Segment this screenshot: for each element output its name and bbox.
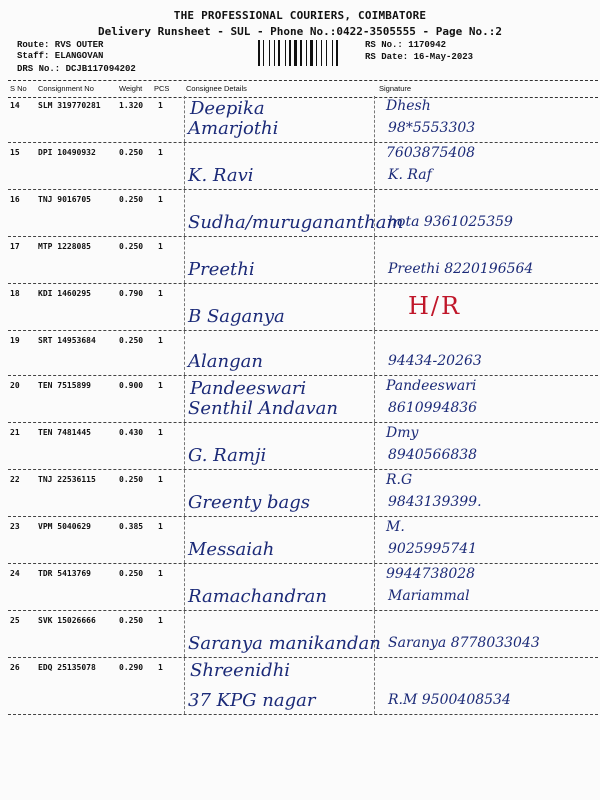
barcode-bar bbox=[261, 40, 262, 66]
row-consignment-no: MTP 1228085 bbox=[38, 242, 91, 251]
signature-line1: Dmy bbox=[386, 425, 419, 441]
row-weight: 0.430 bbox=[119, 428, 144, 437]
consignee-name-line2: 37 KPG nagar bbox=[188, 690, 316, 711]
row-weight: 0.385 bbox=[119, 522, 144, 531]
column-divider bbox=[184, 517, 185, 563]
barcode-bar bbox=[336, 40, 338, 66]
row-sno: 19 bbox=[10, 336, 20, 345]
barcode-bar bbox=[332, 40, 333, 66]
row-pcs: 1 bbox=[158, 101, 163, 110]
barcode-image bbox=[258, 40, 358, 66]
consignee-name-line2: Alangan bbox=[188, 351, 263, 372]
row-consignment-no: TNJ 9016705 bbox=[38, 195, 91, 204]
row-weight: 0.250 bbox=[119, 336, 144, 345]
barcode-bar bbox=[328, 40, 331, 66]
row-consignment-no: TDR 5413769 bbox=[38, 569, 91, 578]
column-divider bbox=[184, 143, 185, 189]
row-weight: 0.250 bbox=[119, 195, 144, 204]
table-row bbox=[8, 331, 598, 376]
barcode-bar bbox=[276, 40, 277, 66]
consignee-name-line2: Preethi bbox=[188, 259, 255, 280]
signature-line2: 94434-20263 bbox=[388, 353, 482, 369]
barcode-bar bbox=[265, 40, 268, 66]
table-row bbox=[8, 423, 598, 470]
delivery-table bbox=[8, 96, 598, 715]
consignee-name-line2: K. Ravi bbox=[188, 165, 254, 186]
barcode-bar bbox=[278, 40, 280, 66]
signature-line2: K. Raf bbox=[388, 167, 432, 183]
barcode-bar bbox=[274, 40, 275, 66]
barcode-bar bbox=[321, 40, 322, 66]
row-sno: 24 bbox=[10, 569, 20, 578]
row-consignment-no: EDQ 25135078 bbox=[38, 663, 96, 672]
row-pcs: 1 bbox=[158, 148, 163, 157]
consignee-name-line2: Saranya manikandan bbox=[188, 633, 381, 654]
row-pcs: 1 bbox=[158, 616, 163, 625]
row-weight: 0.250 bbox=[119, 148, 144, 157]
row-sno: 16 bbox=[10, 195, 20, 204]
row-pcs: 1 bbox=[158, 663, 163, 672]
row-weight: 0.290 bbox=[119, 663, 144, 672]
consignee-name-line2: Ramachandran bbox=[188, 586, 327, 607]
signature-line1: 7603875408 bbox=[386, 145, 476, 161]
column-divider bbox=[184, 376, 185, 422]
row-pcs: 1 bbox=[158, 475, 163, 484]
barcode-bar bbox=[258, 40, 260, 66]
company-title: THE PROFESSIONAL COURIERS, COIMBATORE bbox=[173, 9, 427, 22]
row-sno: 26 bbox=[10, 663, 20, 672]
column-divider bbox=[184, 564, 185, 610]
row-weight: 1.320 bbox=[119, 101, 144, 110]
col-consignee: Consignee Details bbox=[186, 84, 247, 93]
table-row bbox=[8, 517, 598, 564]
row-sno: 14 bbox=[10, 101, 20, 110]
barcode-bar bbox=[316, 40, 317, 66]
row-sno: 18 bbox=[10, 289, 20, 298]
row-sno: 21 bbox=[10, 428, 20, 437]
row-weight: 0.250 bbox=[119, 242, 144, 251]
column-divider bbox=[374, 96, 375, 142]
signature-line1: M. bbox=[386, 519, 405, 535]
row-sno: 15 bbox=[10, 148, 20, 157]
barcode-bar bbox=[314, 40, 315, 66]
table-row bbox=[8, 96, 598, 143]
column-divider bbox=[184, 331, 185, 375]
column-divider bbox=[374, 517, 375, 563]
row-consignment-no: SRT 14953684 bbox=[38, 336, 96, 345]
table-row bbox=[8, 611, 598, 658]
col-pcs: PCS bbox=[154, 84, 170, 93]
row-weight: 0.900 bbox=[119, 381, 144, 390]
row-weight: 0.790 bbox=[119, 289, 144, 298]
row-consignment-no: TEN 7515899 bbox=[38, 381, 91, 390]
barcode-bar bbox=[318, 40, 320, 66]
column-divider bbox=[184, 190, 185, 236]
row-consignment-no: VPM 5040629 bbox=[38, 522, 91, 531]
signature-line2: 9025995741 bbox=[388, 541, 478, 557]
consignee-name-line2: G. Ramji bbox=[188, 445, 267, 466]
column-divider bbox=[184, 658, 185, 714]
signature-line1: 9944738028 bbox=[386, 566, 476, 582]
consignee-name-line2: Messaiah bbox=[188, 539, 275, 560]
column-divider bbox=[184, 470, 185, 516]
row-pcs: 1 bbox=[158, 381, 163, 390]
column-divider bbox=[374, 237, 375, 283]
column-divider bbox=[184, 284, 185, 330]
signature-line2: 8610994836 bbox=[388, 400, 478, 416]
barcode-bar bbox=[339, 40, 340, 66]
row-sno: 23 bbox=[10, 522, 20, 531]
barcode-bar bbox=[294, 40, 297, 66]
col-consignment: Consignment No bbox=[38, 84, 94, 93]
table-row bbox=[8, 658, 598, 715]
barcode-bar bbox=[326, 40, 327, 66]
signature-line2: hota 9361025359 bbox=[388, 214, 513, 230]
row-sno: 20 bbox=[10, 381, 20, 390]
staff-label: Staff: ELANGOVAN bbox=[17, 51, 104, 61]
table-row bbox=[8, 564, 598, 611]
consignee-name-line1: Deepika bbox=[190, 98, 265, 119]
row-consignment-no: SLM 319770281 bbox=[38, 101, 101, 110]
row-pcs: 1 bbox=[158, 522, 163, 531]
signature-line2: Mariammal bbox=[388, 588, 470, 604]
row-weight: 0.250 bbox=[119, 475, 144, 484]
consignee-name-line2: Amarjothi bbox=[188, 118, 279, 139]
column-divider bbox=[184, 611, 185, 657]
consignee-name-line1: Pandeeswari bbox=[190, 378, 307, 399]
barcode-bar bbox=[292, 40, 293, 66]
row-pcs: 1 bbox=[158, 242, 163, 251]
barcode-bar bbox=[281, 40, 284, 66]
consignee-name-line1: Shreenidhi bbox=[190, 660, 291, 681]
column-divider bbox=[374, 470, 375, 516]
signature-line1: H/R bbox=[408, 292, 462, 320]
signature-line1: R.G bbox=[386, 472, 413, 488]
column-divider bbox=[374, 331, 375, 375]
consignee-name-line2: B Saganya bbox=[188, 306, 285, 327]
signature-line2: Saranya 8778033043 bbox=[388, 635, 540, 651]
barcode-bar bbox=[285, 40, 286, 66]
row-sno: 22 bbox=[10, 475, 20, 484]
rs-date: RS Date: 16-May-2023 bbox=[365, 52, 474, 62]
row-weight: 0.250 bbox=[119, 616, 144, 625]
barcode-bar bbox=[308, 40, 309, 66]
barcode-bar bbox=[334, 40, 335, 66]
table-row bbox=[8, 284, 598, 331]
column-divider bbox=[374, 564, 375, 610]
column-divider bbox=[184, 96, 185, 142]
row-sno: 17 bbox=[10, 242, 20, 251]
signature-line1: Dhesh bbox=[386, 98, 431, 114]
col-sno: S No bbox=[10, 84, 27, 93]
column-divider bbox=[374, 284, 375, 330]
column-divider bbox=[374, 376, 375, 422]
barcode-bar bbox=[289, 40, 291, 66]
row-sno: 25 bbox=[10, 616, 20, 625]
column-divider bbox=[184, 237, 185, 283]
signature-line1: Pandeeswari bbox=[386, 378, 477, 394]
barcode-bar bbox=[310, 40, 313, 66]
signature-line2: R.M 9500408534 bbox=[388, 692, 511, 708]
table-row bbox=[8, 376, 598, 423]
row-consignment-no: TNJ 22536115 bbox=[38, 475, 96, 484]
barcode-bar bbox=[269, 40, 270, 66]
signature-line2: 9843139399. bbox=[388, 494, 482, 510]
drs-number: DRS No.: DCJB117094202 bbox=[17, 64, 136, 74]
table-row bbox=[8, 143, 598, 190]
row-pcs: 1 bbox=[158, 289, 163, 298]
row-pcs: 1 bbox=[158, 336, 163, 345]
barcode-bar bbox=[287, 40, 288, 66]
barcode-bar bbox=[298, 40, 299, 66]
table-row bbox=[8, 190, 598, 237]
table-row bbox=[8, 470, 598, 517]
barcode-bar bbox=[300, 40, 302, 66]
row-consignment-no: SVK 15026666 bbox=[38, 616, 96, 625]
row-consignment-no: TEN 7481445 bbox=[38, 428, 91, 437]
row-consignment-no: DPI 10490932 bbox=[38, 148, 96, 157]
barcode-bar bbox=[306, 40, 307, 66]
signature-line2: 98*5553303 bbox=[388, 120, 476, 136]
consignee-name-line2: Sudha/muruganantham bbox=[188, 212, 404, 233]
signature-line2: 8940566838 bbox=[388, 447, 478, 463]
row-pcs: 1 bbox=[158, 428, 163, 437]
row-pcs: 1 bbox=[158, 195, 163, 204]
barcode-bar bbox=[271, 40, 273, 66]
consignee-name-line2: Greenty bags bbox=[188, 492, 311, 513]
route-label: Route: RVS OUTER bbox=[17, 40, 104, 50]
row-consignment-no: KDI 1460295 bbox=[38, 289, 91, 298]
row-weight: 0.250 bbox=[119, 569, 144, 578]
row-pcs: 1 bbox=[158, 569, 163, 578]
consignee-name-line2: Senthil Andavan bbox=[188, 398, 338, 419]
column-divider bbox=[184, 423, 185, 469]
table-row bbox=[8, 237, 598, 284]
col-weight: Weight bbox=[119, 84, 143, 93]
column-divider bbox=[374, 143, 375, 189]
column-divider bbox=[374, 658, 375, 714]
rs-number: RS No.: 1170942 bbox=[365, 40, 447, 50]
col-signature: Signature bbox=[379, 84, 412, 93]
barcode-bar bbox=[303, 40, 305, 66]
barcode-bar bbox=[323, 40, 325, 66]
barcode-bar bbox=[263, 40, 264, 66]
signature-line2: Preethi 8220196564 bbox=[388, 261, 534, 277]
runsheet-subtitle: Delivery Runsheet - SUL - Phone No.:0422-3505555 - Page No.:2 bbox=[98, 25, 502, 38]
column-divider bbox=[374, 423, 375, 469]
